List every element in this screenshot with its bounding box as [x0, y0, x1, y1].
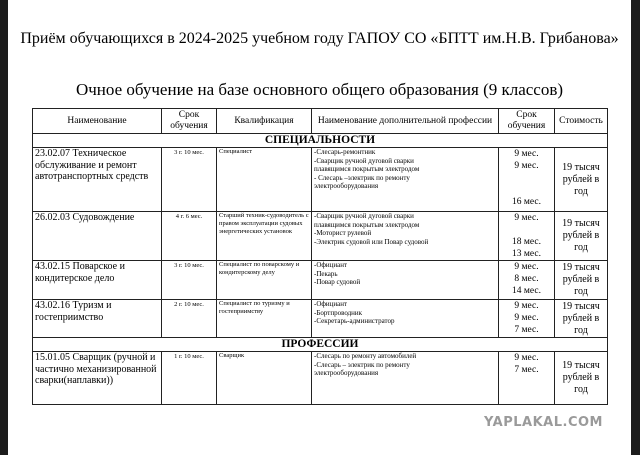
extra-profession-line: -Сварщик ручной дуговой сварки	[314, 156, 414, 165]
extra-profession-line: -Пекарь	[314, 269, 338, 278]
header-term: Срок обучения	[162, 109, 217, 134]
document-subtitle: Очное обучение на базе основного общего образования (9 классов)	[75, 80, 564, 99]
extra-profession-line: -Электрик судовой или Повар судовой	[314, 237, 429, 246]
watermark: YAPLAKAL.COM	[484, 415, 603, 430]
extra-terms	[499, 212, 555, 261]
extra-professions	[312, 261, 499, 300]
section-row	[33, 338, 608, 352]
program-term: 4 г. 6 мес.	[162, 212, 217, 261]
extra-term-line	[501, 224, 552, 236]
extra-terms	[499, 261, 555, 300]
header-cost: Стоимость	[555, 109, 608, 134]
extra-profession-line: -Слесарь-ремонтник	[314, 148, 376, 156]
extra-term-line: 9 мес.	[514, 213, 539, 223]
program-cost: 19 тысяч рублей в год	[555, 352, 608, 405]
program-cost: 19 тысяч рублей в год	[555, 148, 608, 212]
header-name: Наименование	[33, 109, 162, 134]
program-qualification: Сварщик	[217, 352, 312, 405]
program-name: 43.02.16 Туризм и гостеприимство	[33, 300, 162, 338]
document-title	[8, 28, 631, 50]
extra-term-line: 9 мес.	[514, 301, 539, 311]
program-qualification: Специалист по туризму и гостеприимству	[217, 300, 312, 338]
section-title: СПЕЦИАЛЬНОСТИ	[33, 134, 608, 148]
extra-term-line	[501, 172, 552, 184]
extra-terms	[499, 352, 555, 405]
extra-profession-line: -Слесарь по ремонту автомобилей	[314, 352, 417, 360]
program-term: 1 г. 10 мес.	[162, 352, 217, 405]
program-name: 26.02.03 Судовождение	[33, 212, 162, 261]
extra-profession-line: -Сварщик ручной дуговой сварки	[314, 212, 414, 220]
extra-term-line: 9 мес.	[514, 353, 539, 363]
extra-professions	[312, 212, 499, 261]
program-term: 2 г. 10 мес.	[162, 300, 217, 338]
header-qualification: Квалификация	[217, 109, 312, 134]
extra-profession-line: электрооборудования	[314, 369, 379, 378]
program-name: 23.02.07 Техническое обслуживание и ремонт автотранспортных средств	[33, 148, 162, 212]
program-cost: 19 тысяч рублей в год	[555, 261, 608, 300]
extra-term-line: 9 мес.	[514, 262, 539, 272]
admission-table	[32, 108, 608, 405]
extra-term-line: 9 мес.	[514, 161, 539, 171]
section-title: ПРОФЕССИИ	[33, 338, 608, 352]
extra-term-line: 7 мес.	[514, 325, 539, 335]
extra-professions	[312, 148, 499, 212]
extra-profession-line: плавящимся покрытым электродом	[314, 165, 420, 174]
extra-profession-line: -Официант	[314, 261, 348, 269]
extra-term-line: 16 мес.	[512, 197, 541, 207]
program-term: 3 г. 10 мес.	[162, 261, 217, 300]
program-name: 43.02.15 Поварское и кондитерское дело	[33, 261, 162, 300]
extra-professions	[312, 352, 499, 405]
extra-term-line	[501, 184, 552, 196]
document-page	[8, 0, 631, 455]
extra-term-line: 13 мес.	[512, 249, 541, 259]
extra-term-line: 7 мес.	[514, 365, 539, 375]
program-term: 3 г. 10 мес.	[162, 148, 217, 212]
program-cost: 19 тысяч рублей в год	[555, 212, 608, 261]
table-row	[33, 261, 608, 300]
extra-terms	[499, 148, 555, 212]
extra-profession-line: -Секретарь-администратор	[314, 317, 395, 326]
extra-term-line: 9 мес.	[514, 313, 539, 323]
extra-term-line: 18 мес.	[512, 237, 541, 247]
extra-profession-line: -Моторист рулевой	[314, 229, 372, 238]
table-row	[33, 212, 608, 261]
extra-profession-line: -Повар судовой	[314, 278, 361, 287]
table-row	[33, 300, 608, 338]
program-cost: 19 тысяч рублей в год	[555, 300, 608, 338]
extra-profession-line: плавящимся покрытым электродом	[314, 220, 420, 229]
extra-term-line: 9 мес.	[514, 149, 539, 159]
header-extra-term: Срок обучения	[499, 109, 555, 134]
program-qualification: Старший техник-судоводитель с правом эксплуатации судовых энергетических установок	[217, 212, 312, 261]
program-qualification: Специалист	[217, 148, 312, 212]
program-qualification: Специалист по поварскому и кондитерскому делу	[217, 261, 312, 300]
section-row	[33, 134, 608, 148]
extra-term-line: 14 мес.	[512, 286, 541, 296]
extra-profession-line: -Слесарь – электрик по ремонту	[314, 360, 410, 369]
program-name: 15.01.05 Сварщик (ручной и частично механизированной сварки(наплавки))	[33, 352, 162, 405]
table-row	[33, 352, 608, 405]
extra-profession-line: - Слесарь –электрик по ремонту	[314, 173, 410, 182]
extra-profession-line: -Бортпроводник	[314, 308, 363, 317]
table-row	[33, 148, 608, 212]
table-body	[33, 134, 608, 405]
extra-profession-line: -Официант	[314, 300, 348, 308]
extra-terms	[499, 300, 555, 338]
extra-profession-line: электрооборудования	[314, 182, 379, 191]
extra-term-line: 8 мес.	[514, 274, 539, 284]
extra-professions	[312, 300, 499, 338]
header-extra-profession: Наименование дополнительной профессии	[312, 109, 499, 134]
table-header-row	[33, 109, 608, 134]
document-title-text: Приём обучающихся в 2024-2025 учебном году ГАПОУ СО «БПТТ им.Н.В. Грибанова»	[20, 30, 619, 47]
